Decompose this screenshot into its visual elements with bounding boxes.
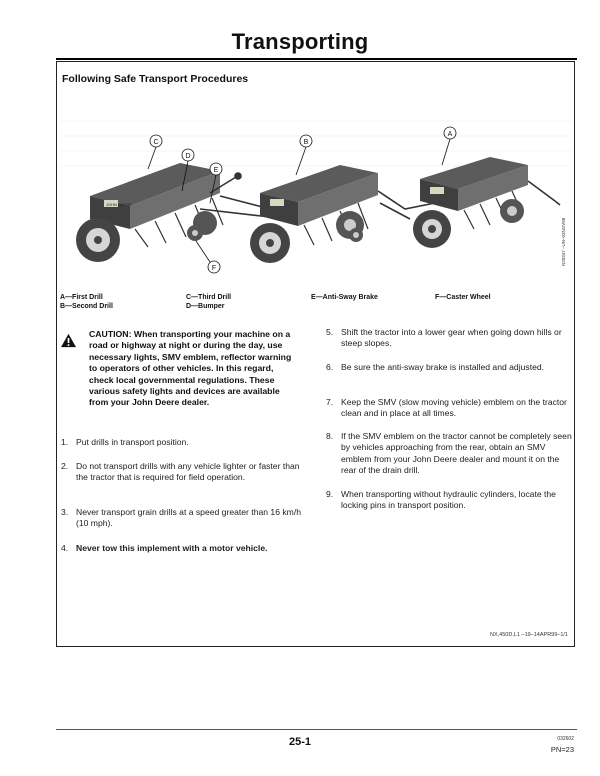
callout-a (442, 127, 456, 165)
caster-wheel-2 (349, 228, 363, 242)
svg-text:A: A (447, 131, 453, 138)
pn-label: PN=23 (550, 745, 574, 754)
title-rule (56, 58, 577, 60)
svg-text:F: F (211, 265, 217, 272)
second-drill (250, 165, 378, 263)
callout-c (148, 135, 162, 169)
print-code: 032602 (557, 736, 574, 742)
legend-item: B—Second Drill (60, 303, 113, 310)
legend-item: A—First Drill (60, 294, 103, 301)
callout-b (296, 135, 312, 175)
caution-text: CAUTION: When transporting your machine on a road or highway at night or during the day, use necessary lights, SMV emblem, reflector warning to operators of other vehicles. In this regard, check local governmental regulations. These various safety lights and devices are available from your John Deere dealer. (89, 329, 292, 408)
third-drill (76, 163, 223, 262)
legend-item: F—Caster Wheel (435, 294, 491, 301)
legend-item: E—Anti-Sway Brake (311, 294, 378, 301)
svg-text:JOHN DEERE: JOHN DEERE (106, 202, 132, 207)
svg-text:D: D (185, 153, 191, 160)
page-title: Transporting (231, 29, 369, 54)
legend-col-1 (60, 293, 113, 311)
legend-col-2 (186, 293, 231, 311)
svg-text:B: B (303, 139, 309, 146)
callout-f (196, 241, 220, 273)
page-number: 25-1 (288, 736, 312, 748)
legend-col-3 (311, 293, 378, 302)
svg-text:E: E (213, 167, 219, 174)
section-title: Following Safe Transport Procedures (62, 73, 249, 85)
warning-triangle-icon (60, 333, 77, 348)
figure-side-code: N20347 –UN–03NOV98 (561, 217, 566, 266)
legend-col-4 (435, 293, 491, 302)
bottom-rule (56, 729, 577, 730)
caster-wheel (187, 225, 203, 241)
document-id: NX,450D,L1 –19–14APR99–1/1 (490, 632, 568, 638)
legend-item: D—Bumper (186, 303, 225, 310)
first-drill (413, 157, 560, 248)
legend-item: C—Third Drill (186, 294, 232, 301)
svg-text:C: C (153, 139, 159, 146)
transport-illustration (60, 101, 571, 286)
